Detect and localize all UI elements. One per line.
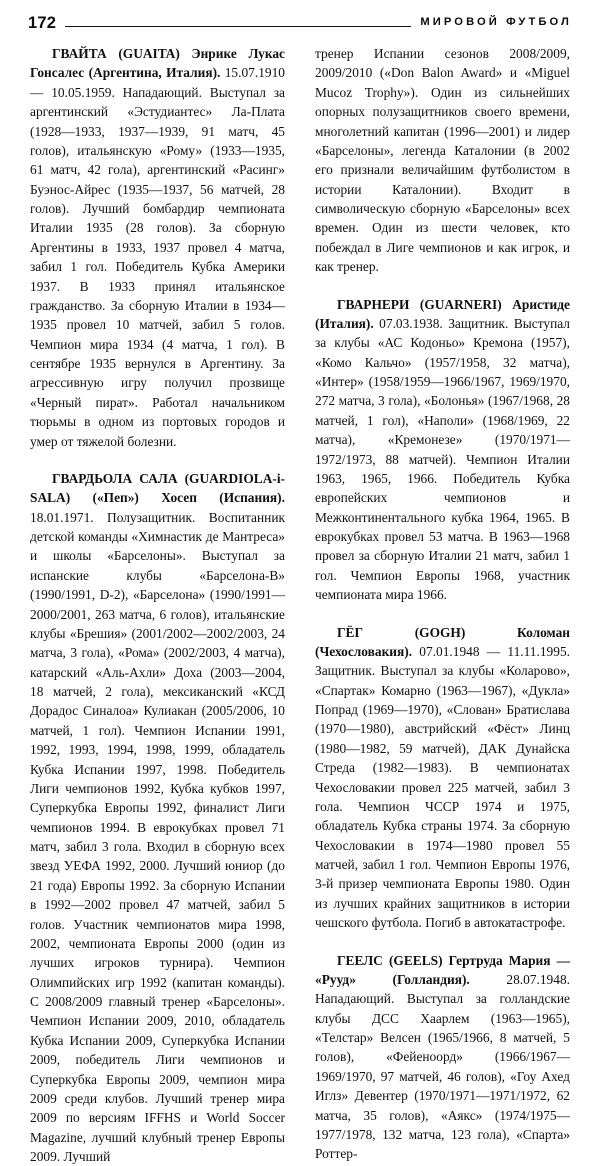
column-left	[30, 44, 285, 1164]
entry-body: 15.07.1910 — 10.05.1959. Нападающий. Выступал за аргентинский «Эстудиантес» Ла-Плата (1928—1933, 1937—1939, 91 матч, 45 голов), итальянскую «Рому» (1933—1935, 61 матч, 42 гола), аргентинский «Расинг» Буэнос-Айрес (1935—1937, 56 матчей, 28 голов). Лучший бомбардир чемпионата Италии 1935 (28 голов). За сборную Аргентины в 1933, 1937 провел 4 матча, забил 1 гол. Победитель Кубка Америки 1937. В 1933 принял итальянское гражданство. За сборную Италии в 1934—1935 провел 10 матчей, забил 5 голов. Чемпион мира 1934 (4 матча, 1 гол). В сентябре 1935 вернулся в Аргентину. За агрессивную игру получил прозвище «Черный пират». Работал начальником тюрьмы в одном из портовых городов и умер от тяжелой болезни.	[30, 65, 285, 449]
entry-body: тренер Испании сезонов 2008/2009, 2009/2010 («Don Balon Award» и «Miguel Mucoz Trophy»). Один из сильнейших опорных полузащитников своего времени, многолетний капитан (1996—2001) и лидер «Барселоны», легенда Каталонии (в 2002 его признали величайшим футболистом в истории Каталонии). Входит в символическую сборную «Барселоны» всех времен. Один из шести человек, кто побеждал в Лиге чемпионов и как игрок, и как тренер.	[315, 46, 570, 275]
entry-body: 07.01.1948 — 11.11.1995. Защитник. Выступал за клубы «Коларово», «Спартак» Комарно (1963—1967), «Дукла» Попрад (1969—1970), «Слован» Братислава (1970—1980), австрийский «Фёст» Линц (1980—1982, 59 матчей), ДАК Дунайска Стреда (1982—1983). В чемпионатах Чехословакии провел 225 матчей, забил 3 гола. Чемпион ЧССР 1974 и 1975, обладатель Кубка страны 1974. За сборную Чехословакии в 1974—1980 провел 55 матчей, забил 1 гол. Чемпион Европы 1976, 3-й призер чемпионата Европы 1980. Один из лучших крайних защитников в истории чешского футбола. Погиб в автокатастрофе.	[315, 643, 570, 931]
entry-geels	[315, 951, 570, 1164]
entry-gogh	[315, 623, 570, 933]
body-columns	[30, 44, 570, 1164]
entry-headword: ГВАЙТА (GUAITA) Энрике Лукас Гонсалес (Аргентина, Италия).	[30, 46, 285, 81]
entry-headword: ГВАРДЬОЛА САЛА (GUARDIOLA-i-SALA) («Пеп») Хосеп (Испания).	[30, 470, 285, 506]
header-divider	[65, 26, 411, 27]
entry-guardiola-continued	[315, 44, 570, 277]
entry-headword: ГЁГ (GOGH) Коломан (Чехословакия).	[315, 624, 570, 659]
entry-headword: ГВАРНЕРИ (GUARNERI) Аристиде (Италия).	[315, 296, 570, 331]
column-right	[315, 44, 570, 1162]
running-header	[28, 10, 572, 36]
entry-body: 07.03.1938. Защитник. Выступал за клубы «АС Кодоньо» Кремона (1957), «Комо Кальчо» (1957/1958, 32 матча), «Интер» (1958/1959—1966/1967, 1969/1970, 272 матча, 3 гола), «Болонья» (1967/1968, 28 матчей, 1 гол), «Наполи» (1968/1969, 22 матча), «Кремонезе» (1970/1971—1972/1973, 88 матчей). Чемпион Италии 1963, 1965, 1966. Победитель Кубка европейских чемпионов и Межконтинентального кубка 1964, 1965. В еврокубках провел 53 матча. В 1963—1968 провел за сборную Италии 21 матч, забил 1 гол. Чемпион Европы 1968, участник чемпионата мира 1966.	[315, 315, 570, 603]
entry-guaita	[30, 44, 285, 451]
entry-headword: ГЕЕЛС (GEELS) Гертруда Мария — «Рууд» (Голландия).	[315, 952, 570, 987]
page-number: 172	[28, 13, 57, 32]
entry-body: 18.01.1971. Полузащитник. Воспитанник детской команды «Химнастик де Мантреса» и школы «Барселоны». Выступал за испанские клубы «Барселона-В» (1990/1991, D-2), «Барселона» (1990/1991—2000/2001, 263 матча, 6 голов), итальянские клубы «Брешия» (2001/2002—2002/2003, 24 матча, 3 гола), «Рома» (2002/2003, 4 матча), катарский «Аль-Ахли» Доха (2003—2004, 18 матчей, 2 гола), мексиканский «КСД Дорадос Синалоа» Кулиакан (2005/2006, 10 матчей, 1 гол). Чемпион Испании 1991, 1992, 1993, 1994, 1998, 1999, обладатель Кубка Испании 1997, 1998. Победитель Лиги чемпионов 1992, Кубка кубков 1997, Суперкубка Европы 1992, финалист Лиги чемпионов 1994. В еврокубках провел 71 матч, забил 3 гола. Входил в сборную всех звезд УЕФА 1992, 2000. Лучший юниор (до 21 года) Европы 1992. За сборную Испании в 1992—2002 провел 47 матчей, забил 5 голов. Участник чемпионатов мира 1998, 2002, чемпионата Европы 2000 (один из лучших игроков турнира). Чемпион Олимпийских игр 1992 (капитан команды). С 2008/2009 главный тренер «Барселоны». Чемпион Испании 2009, 2010, обладатель Кубка Испании 2009, Суперкубка Испании 2009, победитель Лиги чемпионов и Суперкубка Европы 2009, чемпион мира 2009 среди клубов. Лучший тренер мира 2009 по версиям IFFHS и World Soccer Magazine, лучший клубный тренер Европы 2009. Лучший	[30, 509, 285, 1164]
entry-body: 28.07.1948. Нападающий. Выступал за голландские клубы ДСС Хаарлем (1963—1965), «Телстар» Велсен (1965/1966, 8 матчей, 5 голов), «Фейеноорд» (1966/1967—1969/1970, 97 матчей, 46 голов), «Гоу Ахед Иглз» Девентер (1970/1971—1971/1972, 62 матча, 35 голов), «Аякс» (1974/1975—1977/1978, 132 матча, 123 гола), «Спарта» Роттер-	[315, 971, 570, 1162]
entry-guarneri	[315, 295, 570, 605]
section-title: МИРОВОЙ ФУТБОЛ	[420, 16, 572, 29]
entry-guardiola	[30, 469, 285, 1166]
